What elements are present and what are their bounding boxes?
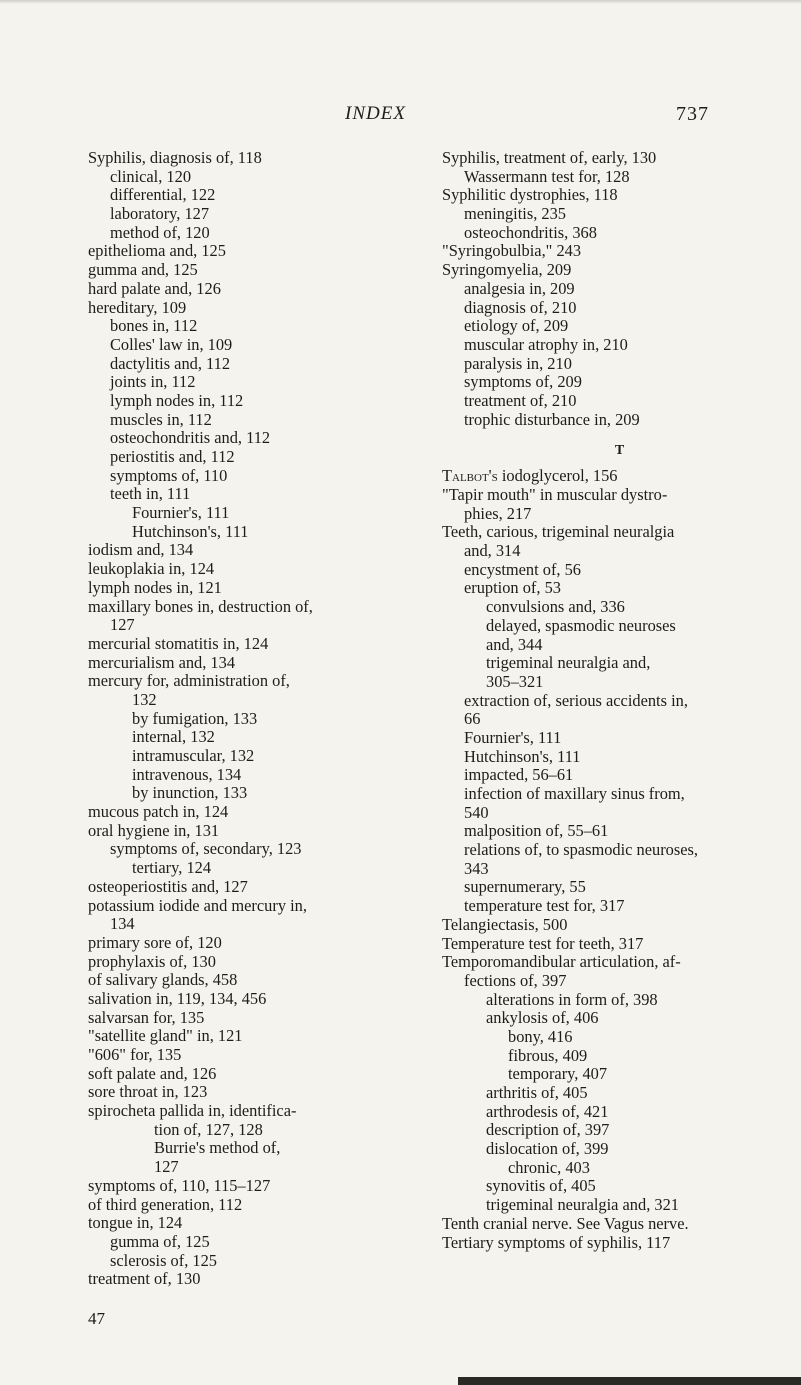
index-entry: 343 [464, 858, 489, 878]
index-entry: fections of, 397 [464, 970, 567, 990]
index-entry: intramuscular, 132 [132, 746, 255, 765]
index-entry: potassium iodide and mercury in, [88, 895, 307, 915]
top-edge-shadow [0, 0, 801, 4]
index-entry: treatment of, 210 [464, 390, 577, 410]
index-entry: relations of, to spasmodic neuroses, [464, 840, 698, 860]
index-column-left [88, 149, 443, 1289]
index-entry: "606" for, 135 [88, 1045, 182, 1064]
index-entry: "Syringobulbia," 243 [442, 241, 582, 261]
index-entry: Tertiary symptoms of syphilis, 117 [442, 1232, 671, 1252]
index-entry: periostitis and, 112 [110, 447, 235, 466]
index-entry: tongue in, 124 [88, 1213, 183, 1233]
index-entry: Fournier's, 111 [464, 727, 562, 747]
talbot-rest: iodoglycerol, 156 [497, 466, 618, 486]
index-entry: osteoperiostitis and, 127 [88, 876, 248, 896]
index-entry: lymph nodes in, 121 [88, 577, 222, 597]
index-entry: treatment of, 130 [88, 1269, 201, 1289]
index-entry: iodism and, 134 [88, 540, 194, 560]
bottom-edge-bar [458, 1377, 801, 1385]
index-entry: Tenth cranial nerve. See Vagus nerve. [442, 1213, 689, 1233]
index-entry: 132 [132, 689, 157, 709]
index-entry: and, 314 [464, 541, 521, 561]
index-entry: Teeth, carious, trigeminal neuralgia [442, 522, 675, 542]
index-entry: trophic disturbance in, 209 [464, 409, 640, 429]
index-entry: primary sore of, 120 [88, 932, 222, 952]
index-entry: dislocation of, 399 [486, 1139, 609, 1159]
index-entry: alterations in form of, 398 [486, 989, 658, 1009]
index-entry: phies, 217 [464, 503, 532, 523]
index-entry: symptoms of, 209 [464, 372, 582, 392]
index-entry: tion of, 127, 128 [154, 1119, 263, 1139]
index-entry: sore throat in, 123 [88, 1082, 208, 1102]
index-entry: joints in, 112 [110, 372, 196, 392]
index-entry: diagnosis of, 210 [464, 297, 577, 317]
page-header [0, 103, 801, 133]
index-entry: salivation in, 119, 134, 456 [88, 988, 267, 1008]
index-entry: symptoms of, 110, 115–127 [88, 1175, 271, 1195]
index-entry: symptoms of, 110 [110, 465, 228, 485]
index-entry: Temporomandibular articulation, af- [442, 952, 681, 972]
index-entry: soft palate and, 126 [88, 1063, 217, 1083]
index-entry: mercury for, administration of, [88, 671, 290, 691]
index-entry: prophylaxis of, 130 [88, 951, 216, 971]
index-entry: laboratory, 127 [110, 204, 210, 224]
index-entry-talbot [442, 467, 797, 486]
index-entry: Syphilitic dystrophies, 118 [442, 185, 618, 205]
index-entry: leukoplakia in, 124 [88, 559, 215, 579]
index-entry: etiology of, 209 [464, 316, 569, 336]
index-entry: Fournier's, 111 [132, 503, 230, 523]
index-entry: muscles in, 112 [110, 409, 212, 429]
index-entry: delayed, spasmodic neuroses [486, 615, 676, 635]
index-entry: mucous patch in, 124 [88, 802, 229, 822]
index-entry: maxillary bones in, destruction of, [88, 596, 313, 616]
index-entry: teeth in, 111 [110, 484, 191, 504]
index-entry: Hutchinson's, 111 [132, 521, 249, 541]
index-entry: ankylosis of, 406 [486, 1008, 599, 1028]
index-entry: chronic, 403 [508, 1157, 590, 1177]
index-entry: hereditary, 109 [88, 297, 187, 317]
index-entry: sclerosis of, 125 [110, 1250, 217, 1270]
index-entry: Telangiectasis, 500 [442, 914, 568, 934]
index-entry: intravenous, 134 [132, 764, 242, 784]
index-group-t [442, 486, 797, 1252]
index-entry: Temperature test for teeth, 317 [442, 933, 644, 953]
index-entry: salvarsan for, 135 [88, 1007, 205, 1027]
index-entry: paralysis in, 210 [464, 353, 572, 373]
index-entry: 127 [154, 1157, 179, 1177]
index-entry: arthrodesis of, 421 [486, 1101, 609, 1121]
index-entry: temporary, 407 [508, 1064, 608, 1084]
index-entry: convulsions and, 336 [486, 597, 625, 617]
index-entry: Syphilis, treatment of, early, 130 [442, 148, 657, 167]
index-entry: 134 [110, 914, 135, 934]
index-column-right [442, 149, 797, 1252]
index-entry: "Tapir mouth" in muscular dystro- [442, 485, 668, 504]
index-entry: mercurial stomatitis in, 124 [88, 633, 269, 653]
index-entry: spirocheta pallida in, identifica- [88, 1101, 297, 1121]
index-entry: tertiary, 124 [132, 858, 212, 878]
index-entry: osteochondritis, 368 [464, 222, 597, 242]
index-entry: bony, 416 [508, 1026, 573, 1046]
index-entry: by inunction, 133 [132, 783, 248, 803]
index-entry: of third generation, 112 [88, 1194, 243, 1214]
index-entry: supernumerary, 55 [464, 877, 586, 897]
index-entry: arthritis of, 405 [486, 1083, 588, 1102]
index-entry: impacted, 56–61 [464, 765, 574, 785]
index-entry: meningitis, 235 [464, 204, 566, 224]
index-entry: 540 [464, 802, 489, 822]
index-entry: Wassermann test for, 128 [464, 166, 630, 186]
index-group-syphilis-cont [442, 149, 797, 429]
talbot-name: Talbot's [442, 466, 498, 486]
index-entry: Syringomyelia, 209 [442, 260, 572, 280]
page-number: 737 [676, 103, 709, 125]
index-entry: encystment of, 56 [464, 559, 581, 579]
index-entry: eruption of, 53 [464, 578, 561, 598]
signature-mark: 47 [88, 1309, 105, 1328]
index-entry: trigeminal neuralgia and, [486, 653, 651, 673]
index-entry: fibrous, 409 [508, 1045, 588, 1065]
index-entry: epithelioma and, 125 [88, 241, 226, 261]
index-entry: malposition of, 55–61 [464, 821, 609, 841]
index-entry: osteochondritis and, 112 [110, 428, 271, 448]
index-entry: method of, 120 [110, 222, 210, 242]
index-entry: oral hygiene in, 131 [88, 820, 220, 840]
index-entry: trigeminal neuralgia and, 321 [486, 1195, 679, 1215]
index-entry: hard palate and, 126 [88, 278, 221, 298]
index-entry: of salivary glands, 458 [88, 970, 238, 990]
index-entry: Colles' law in, 109 [110, 334, 233, 354]
index-entry: dactylitis and, 112 [110, 353, 231, 373]
index-entry: "satellite gland" in, 121 [88, 1026, 243, 1046]
index-entry: Syphilis, diagnosis of, 118 [88, 148, 262, 167]
index-entry: and, 344 [486, 634, 543, 654]
index-entry: gumma of, 125 [110, 1231, 210, 1251]
index-entry: internal, 132 [132, 727, 215, 747]
index-entry: infection of maxillary sinus from, [464, 784, 685, 803]
index-entry: by fumigation, 133 [132, 708, 258, 728]
index-entry: gumma and, 125 [88, 260, 198, 280]
index-entry: clinical, 120 [110, 166, 192, 186]
index-entry: extraction of, serious accidents in, [464, 690, 688, 710]
index-entry: 305–321 [486, 671, 544, 691]
index-entry: synovitis of, 405 [486, 1176, 596, 1196]
running-title: INDEX [345, 103, 406, 124]
index-entry: Hutchinson's, 111 [464, 746, 581, 766]
index-entry: temperature test for, 317 [464, 896, 625, 916]
index-entry: muscular atrophy in, 210 [464, 334, 628, 354]
index-entry: description of, 397 [486, 1120, 610, 1140]
index-entry: symptoms of, secondary, 123 [110, 839, 302, 859]
index-entry: mercurialism and, 134 [88, 652, 236, 672]
index-entry: analgesia in, 209 [464, 278, 575, 298]
index-entry: lymph nodes in, 112 [110, 390, 244, 410]
index-entry: differential, 122 [110, 185, 216, 205]
index-entry: Burrie's method of, [154, 1138, 281, 1158]
index-entry: bones in, 112 [110, 316, 198, 336]
section-letter-t: T [614, 443, 625, 459]
index-entry: 66 [464, 709, 481, 729]
index-entry: 127 [110, 615, 135, 635]
